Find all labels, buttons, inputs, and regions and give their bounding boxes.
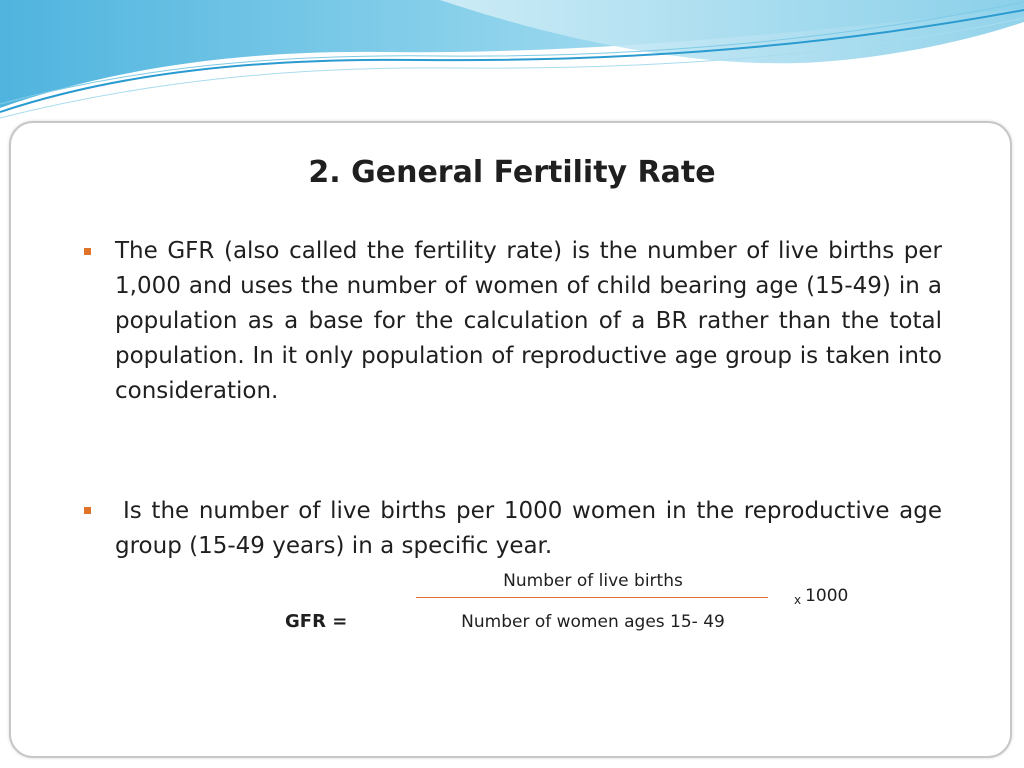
square-bullet-icon [84, 507, 91, 514]
square-bullet-icon [84, 248, 91, 255]
multiplier-value: 1000 [805, 586, 849, 606]
bullet-paragraph-2: Is the number of live births per 1000 women in the reproductive age group (15-49 years) in a specific year. [115, 498, 942, 559]
multiply-symbol: x [794, 593, 802, 607]
bullet-paragraph-1: The GFR (also called the fertility rate) is the number of live births per 1,000 and uses the number of women of child bearing age (15-49) in a population as a base for the calculation of a BR rather than the total population. In it only population of reproductive age group is taken into consideration. [115, 238, 942, 404]
slide-title: 2. General Fertility Rate [308, 155, 716, 190]
formula-numerator: Number of live births [503, 571, 683, 591]
wave-header-decoration [0, 0, 1024, 120]
fraction-bar [416, 597, 768, 598]
formula-denominator: Number of women ages 15- 49 [461, 612, 725, 632]
formula-multiplier [794, 583, 848, 610]
formula-lhs: GFR = [285, 611, 348, 632]
slide-card [9, 121, 1012, 758]
